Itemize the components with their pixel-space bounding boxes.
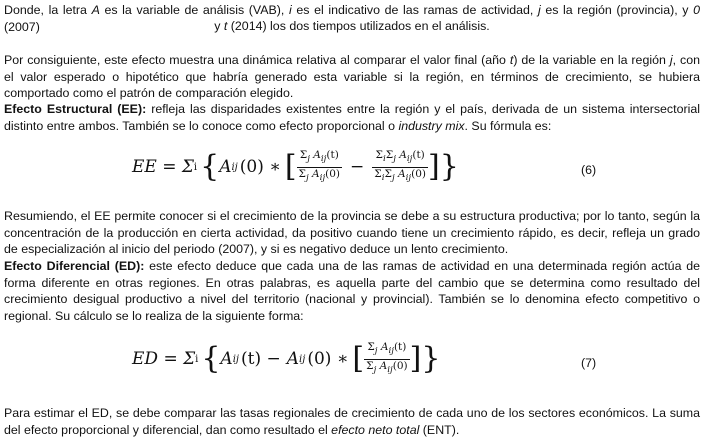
equation-number-7: (7) (581, 356, 597, 370)
brace-open: { (201, 341, 221, 376)
heading-efecto-estructural: Efecto Estructural (EE): (4, 102, 147, 116)
text-italic: efecto neto total (331, 422, 420, 437)
text-italic: i (289, 3, 292, 17)
text: . Su fórmula es: (464, 118, 552, 133)
bracket-open: [ (352, 341, 365, 376)
text: Donde, la letra (4, 3, 92, 17)
paragraph-efecto-diferencial (4, 258, 700, 324)
eq-sub: ij (299, 353, 306, 365)
heading-efecto-diferencial: Efecto Diferencial (ED): (4, 259, 145, 273)
fraction-2 (372, 149, 428, 184)
text-italic: j (537, 3, 541, 17)
eq-term: A (220, 349, 233, 369)
eq-term: A (286, 349, 300, 369)
text: (ENT). (419, 422, 460, 437)
paragraph-consiguiente (4, 52, 700, 102)
brace-close: } (421, 341, 441, 376)
text: (2007) (4, 19, 40, 34)
text-italic: A (91, 3, 100, 17)
brace-open: { (200, 149, 220, 184)
fraction-1-denominator: $\Sigma_j$ $A_{ij}(0)$ (298, 167, 341, 183)
text: (2014) los dos tiempos utilizados en el análisis. (227, 19, 490, 33)
brace-close: } (439, 149, 459, 184)
bracket-open: [ (284, 149, 297, 184)
text: y (214, 19, 224, 33)
bracket-close: ] (428, 149, 440, 184)
text: es el indicativo de las ramas de actividad, (291, 3, 538, 17)
fraction-ed-numerator: $\Sigma_j$ $A_{ij}(t)$ (364, 341, 409, 359)
paragraph-estimar-ed (4, 405, 700, 438)
eq-term: A (219, 157, 232, 177)
fraction-2-denominator: $\Sigma_i\Sigma_j$ $A_{ij}(0)$ (374, 167, 427, 183)
equation-ee (132, 146, 459, 188)
eq-arg: (0) ∗ (307, 349, 349, 369)
equation-number-6: (6) (581, 163, 597, 177)
eq-sub: i (193, 161, 198, 173)
text-italic: j (669, 53, 673, 67)
eq-sub: i (195, 353, 199, 365)
equation-ed (132, 338, 440, 380)
bracket-close: ] (409, 341, 422, 376)
text: ) de la variable en la región (513, 53, 670, 67)
eq-minus: − (350, 157, 365, 177)
text-italic: t (509, 53, 514, 67)
text-italic: t (223, 19, 228, 33)
fraction-2-numerator: $\Sigma_i\Sigma_j$ $A_{ij}(t)$ (372, 149, 428, 167)
text: Para estimar el ED, se debe comparar las tasas regionales de crecimiento de cada uno de los sectores económicos. La suma del efecto proporcional y diferencial, dan como resultado el (4, 406, 700, 437)
text: es la variable de análisis (VAB), (99, 3, 289, 17)
fraction-ed-denominator: $\Sigma_j$ $A_{ij}(0)$ (366, 359, 408, 375)
fraction-1 (297, 149, 342, 184)
eq-arg: (0) ∗ (239, 157, 281, 177)
eq-lhs: EE = Σ (132, 157, 194, 177)
paragraph-variables-line2 (4, 18, 700, 35)
eq-sub: ij (232, 353, 240, 365)
text: Por consiguiente, este efecto muestra una dinámica relativa al comparar el valor final (año (4, 53, 510, 67)
eq-arg: (t) − (241, 349, 281, 369)
paragraph-efecto-estructural (4, 101, 700, 134)
fraction-1-numerator: $\Sigma_j$ $A_{ij}(t)$ (297, 149, 342, 167)
text-italic: industry mix (398, 118, 465, 133)
eq-lhs: ED = Σ (132, 349, 196, 369)
eq-sub: ij (231, 161, 238, 173)
text: este efecto deduce que cada una de las ramas de actividad en una determinada región actúa de forma diferente en otras regiones. En otras palabras, es aquella parte del cambio que se determina como resultado del crecimiento desigual productivo a nivel del territorio (nacional y provincial). También se lo denomina efecto competitivo o regional. Su cálculo se lo realiza de la siguiente forma: (4, 259, 701, 323)
text-italic: 0 (693, 3, 700, 17)
text: refleja las disparidades existentes entre la región y el país, derivada de un sistema intersectorial distinto entre ambos. También se lo conoce como efecto proporcional o (4, 102, 700, 133)
fraction-ed (364, 341, 409, 376)
text: , con el valor esperado o hipotético que habría generado esta variable si la región, en términos de crecimiento, se hubiera comportado como el patrón de comparación elegido. (4, 53, 700, 101)
paragraph-resumiendo: Resumiendo, el EE permite conocer si el crecimiento de la provincia se debe a su estructura productiva; por lo tanto, según la concentración de la producción en cierta actividad, da positivo cuando tiene un crecimiento rápido, es decir, refleja un grado de especialización al inicio del periodo (2007), y si es negativo deduce un lento crecimiento. (4, 209, 700, 257)
text: es la región (provincia), y (540, 3, 694, 17)
